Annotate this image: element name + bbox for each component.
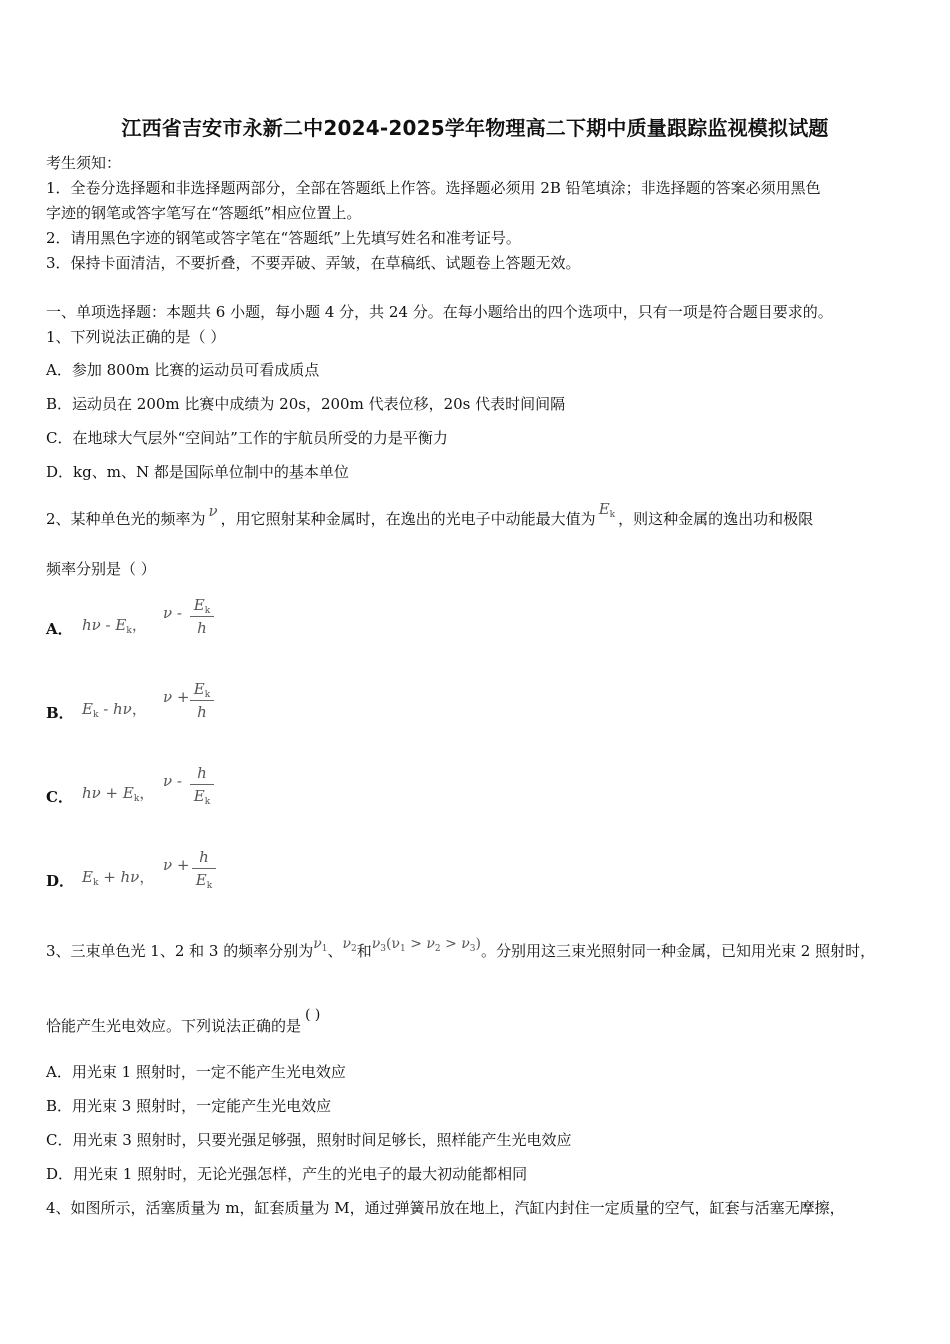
- q3-option-d: D．用光束 1 照射时，无论光强怎样，产生的光电子的最大初动能都相同: [46, 1165, 528, 1183]
- q2-ek-symbol: $E_k$: [598, 500, 616, 520]
- notice-line-1a: 1．全卷分选择题和非选择题两部分，全部在答题纸上作答。选择题必须用 2B 铅笔填涂；非选择题的答案必须用黑色: [46, 179, 821, 197]
- q2-stem-part-a: 2、某种单色光的频率为: [46, 510, 206, 528]
- q2-option-d-fraction: h $E_k$: [192, 846, 216, 891]
- section-heading: 一、单项选择题：本题共 6 小题，每小题 4 分，共 24 分。在每小题给出的四个选项中，只有一项是符合题目要求的。: [46, 303, 833, 321]
- q2-option-c-nu: ν -: [163, 772, 182, 790]
- q2-option-c-label: C．: [46, 788, 73, 806]
- q2-stem-line-2: 频率分别是（ ）: [46, 560, 156, 578]
- q2-stem-line-1: [46, 500, 814, 535]
- q2-option-c-fraction: h $E_k$: [190, 762, 214, 807]
- q2-option-b-label: B．: [46, 704, 74, 722]
- q3-option-b: B．用光束 3 照射时，一定能产生光电效应: [46, 1097, 332, 1115]
- q3-answer-paren: ( ): [305, 1007, 321, 1023]
- q1-option-d: D．kg、m、N 都是国际单位制中的基本单位: [46, 463, 349, 481]
- q3-nu1: $\nu_1$: [313, 936, 328, 954]
- q2-option-a-label: A．: [46, 620, 73, 638]
- q3-stem-part-a: 3、三束单色光 1、2 和 3 的频率分别为: [46, 942, 314, 960]
- q2-option-a-expr: hν - $E_k$，: [82, 616, 147, 636]
- q2-option-a-nu: ν -: [163, 604, 182, 622]
- q4-stem: 4、如图所示，活塞质量为 m，缸套质量为 M，通过弹簧吊放在地上，汽缸内封住一定质量的空气，缸套与活塞无摩擦，: [46, 1199, 845, 1217]
- q3-nu2: $\nu_2$: [342, 936, 357, 954]
- q1-option-c: C．在地球大气层外“空间站”工作的宇航员所受的力是平衡力: [46, 429, 448, 447]
- notice-line-1b: 字迹的钢笔或答字笔写在“答题纸”相应位置上。: [46, 204, 362, 222]
- q2-option-d-nu: ν +: [163, 856, 190, 874]
- q2-option-d-expr: $E_k + h\nu$，: [82, 868, 155, 888]
- q2-option-b-fraction: $E_k$ h: [190, 678, 214, 723]
- q2-stem-part-c: ，则这种金属的逸出功和极限: [618, 510, 814, 528]
- q2-option-d-label: D．: [46, 872, 75, 890]
- q3-stem-part-b: 。分别用这三束光照射同一种金属，已知用光束 2 照射时，: [481, 942, 876, 960]
- q1-stem: 1、下列说法正确的是（ ）: [46, 328, 226, 346]
- q2-option-b-expr: $E_k$ - hν，: [82, 700, 147, 720]
- q1-option-b: B．运动员在 200m 比赛中成绩为 20s，200m 代表位移，20s 代表时间间隔: [46, 395, 566, 413]
- q1-option-a: A．参加 800m 比赛的运动员可看成质点: [46, 361, 320, 379]
- q2-option-c-expr: $h\nu + E_k$，: [82, 784, 155, 804]
- notice-line-3: 3．保持卡面清洁，不要折叠，不要弄破、弄皱，在草稿纸、试题卷上答题无效。: [46, 254, 581, 272]
- q2-nu-symbol: ν: [208, 502, 218, 520]
- page-title: 江西省吉安市永新二中2024-2025学年物理高二下期中质量跟踪监视模拟试题: [121, 116, 829, 140]
- q3-option-c: C．用光束 3 照射时，只要光强足够强，照射时间足够长，照样能产生光电效应: [46, 1131, 572, 1149]
- q3-option-a: A．用光束 1 照射时，一定不能产生光电效应: [46, 1063, 346, 1081]
- q2-option-b-nu: ν +: [163, 688, 190, 706]
- q3-stem-line-2: 恰能产生光电效应。下列说法正确的是( ): [46, 1007, 321, 1035]
- notice-heading: 考生须知：: [46, 154, 122, 172]
- q3-nu3-condition: $\nu_3(\nu_1 > \nu_2 > \nu_3)$: [371, 936, 481, 954]
- q2-stem-part-b: ，用它照射某种金属时，在逸出的光电子中动能最大值为: [220, 510, 596, 528]
- notice-line-2: 2．请用黑色字迹的钢笔或答字笔在“答题纸”上先填写姓名和准考证号。: [46, 229, 521, 247]
- q3-stem-line-1: 3、三束单色光 1、2 和 3 的频率分别为$\nu_1$、$\nu_2$和$\nu_3(\nu_1 > \nu_2 > \nu_3)$。分别用这三束光照射同一种金属，已知用光束 2 照射时，: [46, 936, 876, 960]
- q2-option-a-fraction: $E_k$ h: [190, 594, 214, 639]
